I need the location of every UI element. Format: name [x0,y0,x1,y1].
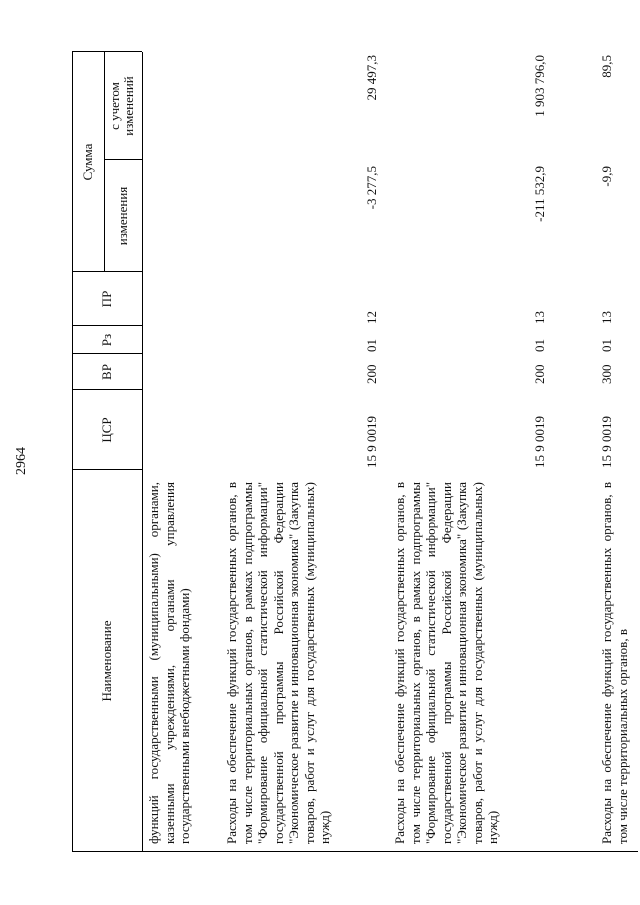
budget-table [72,52,638,852]
table-cell-changes: -9,9 [599,166,614,187]
header-changes: изменения [115,186,130,246]
header-vr: ВР [99,364,114,380]
page-number: 2964 [14,447,29,475]
header-csr: ЦСР [99,417,114,443]
table-cell-pr: 12 [364,311,379,324]
table-row-name: Расходы на обеспечение функций государственных органов, в том числе территориальных органов, в рамках подпрограммы "Формирование официальной статистической информации" государственной программы Российской Федерации "Экономическое развитие и инновационная экономика" (Закупка товаров, работ и услуг для государственных (муниципальных) нужд) [224,482,332,844]
table-cell-with-changes: 1 903 796,0 [532,55,547,117]
table-cell-csr: 15 9 0019 [364,416,379,468]
table-cell-vr: 200 [532,364,547,384]
table-cell-csr: 15 9 0019 [599,416,614,468]
sum-subheader-border [104,52,105,272]
table-cell-changes: -211 532,9 [532,166,547,222]
table-row-name: функций государственными (муниципальными) органами, казенными учреждениями, органами управления государственными внебюджетными фондами) [146,482,192,844]
table-cell-rz: 01 [364,339,379,352]
table-row-name: Расходы на обеспечение функций государственных органов, в том числе территориальных органов, в [599,482,630,844]
header-with-changes-line2: изменений [121,76,136,136]
table-cell-vr: 200 [364,364,379,384]
table-cell-rz: 01 [599,339,614,352]
header-with-changes-line1: с учетом [107,82,122,130]
header-pr: ПР [99,290,114,308]
table-left-border [72,851,638,852]
table-cell-rz: 01 [532,339,547,352]
table-row-name: Расходы на обеспечение функций государственных органов, в том числе территориальных органов, в рамках подпрограммы "Формирование официальной статистической информации" государственной программы Российской Федерации "Экономическое развитие и инновационная экономика" (Закупка товаров, работ и услуг для государственных (муниципальных) нужд) [392,482,500,844]
table-cell-csr: 15 9 0019 [532,416,547,468]
table-cell-pr: 13 [599,311,614,324]
table-cell-vr: 300 [599,364,614,384]
header-bottom-border [142,52,143,852]
header-sum: Сумма [80,143,95,181]
table-cell-with-changes: 29 497,3 [364,55,379,101]
table-top-border [72,52,73,852]
table-cell-changes: -3 277,5 [364,166,379,210]
table-cell-pr: 13 [532,311,547,324]
header-name: Наименование [99,620,114,702]
table-cell-with-changes: 89,5 [599,55,614,78]
header-rz: Рз [99,333,114,347]
